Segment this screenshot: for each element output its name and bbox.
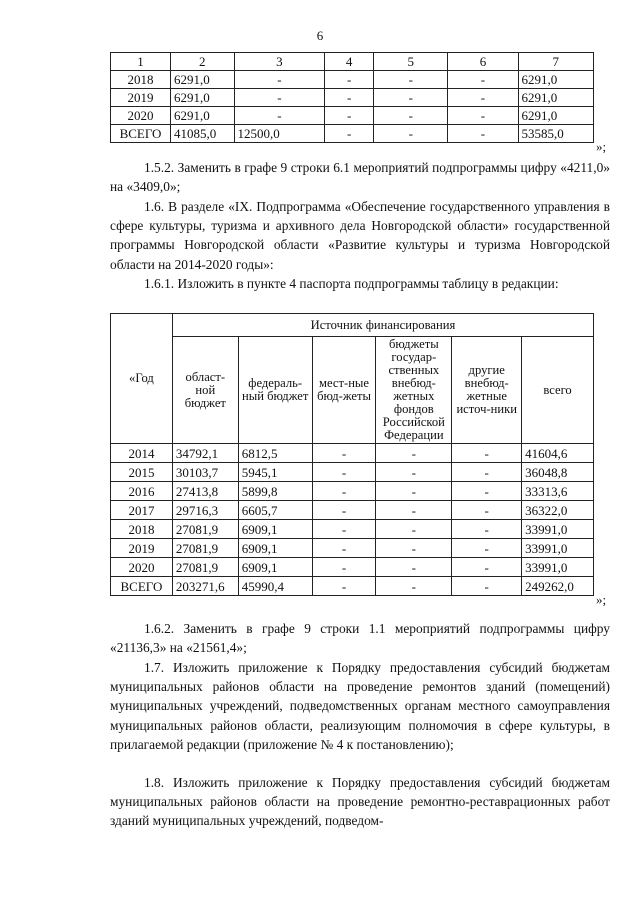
table-row-total <box>111 577 594 596</box>
table-cell: 33991,0 <box>522 558 594 577</box>
table-cell: - <box>452 539 522 558</box>
table-cell: - <box>452 520 522 539</box>
table-cell: - <box>325 107 374 125</box>
table-cell: 30103,7 <box>172 463 238 482</box>
table-cell: 2020 <box>111 107 171 125</box>
table-cell: - <box>312 482 376 501</box>
table-cell: - <box>234 71 325 89</box>
table-cell: 2018 <box>111 71 171 89</box>
table-cell: 5945,1 <box>238 463 312 482</box>
table-cell: 6812,5 <box>238 444 312 463</box>
paragraph-1-6-2: 1.6.2. Заменить в графе 9 строки 1.1 мероприятий подпрограммы цифру «21136,3» на «21561,4»; <box>110 621 610 656</box>
table-cell: 27081,9 <box>172 558 238 577</box>
paragraph-1-5-2: 1.5.2. Заменить в графе 9 строки 6.1 мероприятий подпрограммы цифру «4211,0» на «3409,0»; <box>110 160 610 195</box>
table-cell: - <box>312 444 376 463</box>
table-cell: - <box>376 482 452 501</box>
table-cell: 6291,0 <box>518 89 593 107</box>
table-cell: - <box>376 444 452 463</box>
table-cell: 27081,9 <box>172 539 238 558</box>
table-row <box>111 482 594 501</box>
table-cell: 6291,0 <box>518 107 593 125</box>
table-cell: 6909,1 <box>238 520 312 539</box>
table-cell: - <box>325 89 374 107</box>
table-cell: - <box>325 71 374 89</box>
table-cell: 2020 <box>111 558 173 577</box>
col-number: 6 <box>448 53 518 71</box>
local-budget-header: мест-ные бюд-жеты <box>312 337 376 444</box>
table-cell: 41604,6 <box>522 444 594 463</box>
table-cell: - <box>312 501 376 520</box>
table-cell: - <box>448 89 518 107</box>
paragraph-1-7: 1.7. Изложить приложение к Порядку предоставления субсидий бюджетам муниципальных районов области на проведение ремонтов зданий (помещений) муниципальных учреждений, подведомственных органам местного самоуправления муниципальных районов области, реализующим полномочия в сфере культуры, в прилагаемой редакции (приложение № 4 к постановлению); <box>110 660 610 752</box>
table-cell: - <box>452 501 522 520</box>
table-cell: ВСЕГО <box>111 125 171 143</box>
table-row <box>111 520 594 539</box>
table-cell: 6291,0 <box>518 71 593 89</box>
table-cell: 36322,0 <box>522 501 594 520</box>
table-cell: 2019 <box>111 89 171 107</box>
page-number: 6 <box>316 28 324 43</box>
table-cell: - <box>376 539 452 558</box>
federal-budget-header: федераль-ный бюджет <box>238 337 312 444</box>
table-cell: 41085,0 <box>171 125 235 143</box>
table-cell: 6605,7 <box>238 501 312 520</box>
col-number: 2 <box>171 53 235 71</box>
table-row <box>111 539 594 558</box>
paragraph-1-6-1: 1.6.1. Изложить в пункте 4 паспорта подпрограммы таблицу в редакции: <box>144 276 559 291</box>
table-cell: - <box>374 107 448 125</box>
table-cell: 6909,1 <box>238 539 312 558</box>
table-row <box>111 463 594 482</box>
table-row <box>111 444 594 463</box>
col-number: 1 <box>111 53 171 71</box>
paragraph-1-8: 1.8. Изложить приложение к Порядку предоставления субсидий бюджетам муниципальных районов области на проведение ремонтно-реставрационных работ зданий муниципальных учреждений, подведом- <box>110 775 610 829</box>
table-header-row <box>111 53 594 71</box>
table1-closing-quote: »; <box>596 139 607 154</box>
table-row <box>111 71 594 89</box>
table-cell: - <box>376 501 452 520</box>
table-cell: 2018 <box>111 520 173 539</box>
table-cell: 249262,0 <box>522 577 594 596</box>
table-cell: 6291,0 <box>171 107 235 125</box>
table-cell: - <box>448 71 518 89</box>
extrabudgetary-funds-header: бюджеты государ-ственных внебюд-жетных фондов Российской Федерации <box>376 337 452 444</box>
paragraph-1-6: 1.6. В разделе «IX. Подпрограмма «Обеспечение государственного управления в сфере культуры, туризма и архивного дела Новгородской области» государственной программы Новгородской области «Развитие культуры и туризма Новгородской области на 2014-2020 годы»: <box>110 199 610 272</box>
total-header: всего <box>522 337 594 444</box>
table-cell: 33313,6 <box>522 482 594 501</box>
table-cell: 29716,3 <box>172 501 238 520</box>
table-cell: - <box>452 577 522 596</box>
table-cell: - <box>448 125 518 143</box>
table-row <box>111 501 594 520</box>
table-cell: 36048,8 <box>522 463 594 482</box>
table-cell: - <box>452 558 522 577</box>
table-cell: 2016 <box>111 482 173 501</box>
table-cell: - <box>374 71 448 89</box>
table-row <box>111 89 594 107</box>
table-cell: - <box>376 463 452 482</box>
table-cell: 6291,0 <box>171 71 235 89</box>
table-cell: 33991,0 <box>522 539 594 558</box>
table-cell: - <box>312 520 376 539</box>
table-cell: 27081,9 <box>172 520 238 539</box>
table-cell: - <box>452 482 522 501</box>
other-sources-header: другие внебюд-жетные источ-ники <box>452 337 522 444</box>
table-cell: 5899,8 <box>238 482 312 501</box>
table-row-total <box>111 125 594 143</box>
table-row <box>111 107 594 125</box>
table-cell: - <box>376 558 452 577</box>
table-cell: - <box>325 125 374 143</box>
table-cell: - <box>374 89 448 107</box>
table-cell: - <box>312 577 376 596</box>
year-header: «Год <box>111 314 173 444</box>
table-cell: 2015 <box>111 463 173 482</box>
table-cell: 203271,6 <box>172 577 238 596</box>
funding-source-header: Источник финансирования <box>172 314 593 337</box>
table-cell: ВСЕГО <box>111 577 173 596</box>
table-cell: 6909,1 <box>238 558 312 577</box>
table-cell: 34792,1 <box>172 444 238 463</box>
table-cell: - <box>452 444 522 463</box>
regional-budget-header: област-ной бюджет <box>172 337 238 444</box>
table2-closing-quote: »; <box>596 592 607 607</box>
table-cell: 53585,0 <box>518 125 593 143</box>
table-cell: 33991,0 <box>522 520 594 539</box>
table-cell: 2014 <box>111 444 173 463</box>
col-number: 7 <box>518 53 593 71</box>
table-row <box>111 558 594 577</box>
table-subheader-row <box>111 337 594 444</box>
table-cell: - <box>312 558 376 577</box>
table-cell: - <box>312 463 376 482</box>
table-cell: 2017 <box>111 501 173 520</box>
table-cell: - <box>452 463 522 482</box>
table-funding-sources <box>110 313 594 596</box>
col-number: 5 <box>374 53 448 71</box>
table-cell: 6291,0 <box>171 89 235 107</box>
table-cell: 2019 <box>111 539 173 558</box>
table-cell: 27413,8 <box>172 482 238 501</box>
table-cell: - <box>234 89 325 107</box>
col-number: 4 <box>325 53 374 71</box>
table-cell: - <box>376 577 452 596</box>
table-cell: - <box>312 539 376 558</box>
table-cell: - <box>376 520 452 539</box>
col-number: 3 <box>234 53 325 71</box>
table-cell: - <box>374 125 448 143</box>
table-header-row <box>111 314 594 337</box>
table-cell: - <box>234 107 325 125</box>
table-cell: - <box>448 107 518 125</box>
table-cell: 45990,4 <box>238 577 312 596</box>
table-funding-continuation <box>110 52 594 143</box>
table-cell: 12500,0 <box>234 125 325 143</box>
